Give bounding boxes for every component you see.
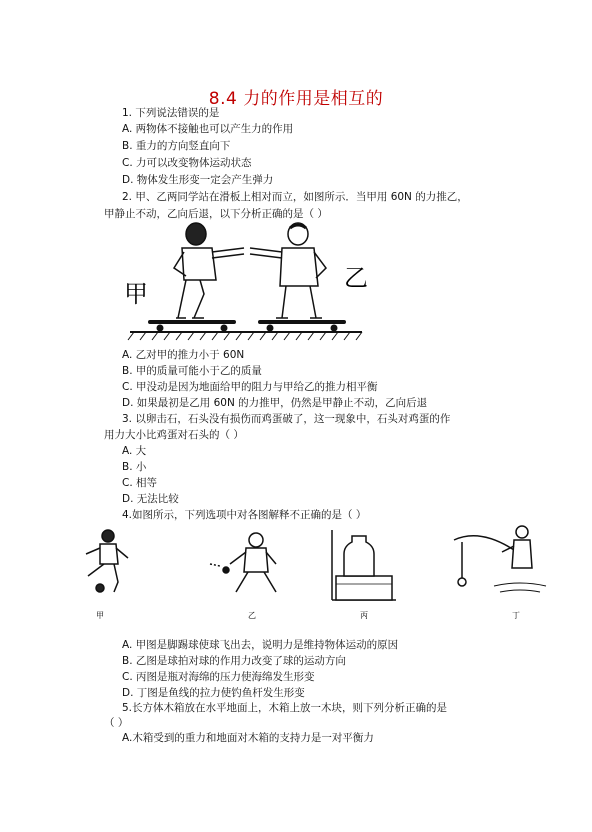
panel-yi-racket xyxy=(210,533,276,592)
q3-stem-line1: 3. 以卵击石，石头没有损伤而鸡蛋破了，这一现象中，石头对鸡蛋的作 xyxy=(122,413,451,425)
panel-jia-kick xyxy=(86,530,128,592)
skateboard-left xyxy=(148,320,236,332)
q1-option-c: C. 力可以改变物体运动状态 xyxy=(122,157,252,169)
panel-label-jia: 甲 xyxy=(96,611,104,620)
q2-option-b: B. 甲的质量可能小于乙的质量 xyxy=(122,365,262,377)
q4-option-d: D. 丁图是鱼线的拉力使钓鱼杆发生形变 xyxy=(122,687,305,699)
q4-option-b: B. 乙图是球拍对球的作用力改变了球的运动方向 xyxy=(122,655,346,667)
q2-stem-line1: 2. 甲、乙两同学站在滑板上相对而立，如图所示．当甲用 60N 的力推乙， xyxy=(122,191,468,203)
q2-option-a: A. 乙对甲的推力小于 60N xyxy=(122,349,245,361)
person-jia xyxy=(174,223,244,318)
q4-option-a: A. 甲图是脚踢球使球飞出去，说明力是维持物体运动的原因 xyxy=(122,639,399,651)
q5-stem-line1: 5.长方体木箱放在水平地面上，木箱上放一木块，则下列分析正确的是 xyxy=(122,702,448,714)
panel-bing-bottle xyxy=(332,530,396,600)
q5-stem-line2: （ ） xyxy=(104,717,129,729)
figure-label-yi: 乙 xyxy=(344,264,368,292)
q3-option-a: A. 大 xyxy=(122,445,147,457)
q4-stem: 4.如图所示，下列选项中对各图解释不正确的是（ ） xyxy=(122,509,367,521)
q3-option-b: B. 小 xyxy=(122,461,147,473)
skateboard-figure xyxy=(120,222,380,344)
q2-stem-line2: 甲静止不动，乙向后退，以下分析正确的是（ ） xyxy=(104,208,328,220)
q1-option-b: B. 重力的方向竖直向下 xyxy=(122,140,231,152)
q4-option-c: C. 丙图是瓶对海绵的压力使海绵发生形变 xyxy=(122,671,315,683)
q3-option-c: C. 相等 xyxy=(122,477,158,489)
skateboard-right xyxy=(258,320,346,332)
figure-label-jia: 甲 xyxy=(124,280,148,308)
q2-option-c: C. 甲没动是因为地面给甲的阻力与甲给乙的推力相平衡 xyxy=(122,381,378,393)
q1-stem: 1. 下列说法错误的是 xyxy=(122,107,220,119)
panel-label-yi: 乙 xyxy=(248,611,256,620)
q1-option-d: D. 物体发生形变一定会产生弹力 xyxy=(122,174,274,186)
q3-option-d: D. 无法比较 xyxy=(122,493,179,505)
q5-option-a: A.木箱受到的重力和地面对木箱的支持力是一对平衡力 xyxy=(122,732,374,744)
ground-hatching xyxy=(128,332,362,340)
four-panel-figure xyxy=(70,520,560,630)
q2-option-d: D. 如果最初是乙用 60N 的力推甲，仍然是甲静止不动，乙向后退 xyxy=(122,397,428,409)
q3-stem-line2: 用力大小比鸡蛋对石头的（ ） xyxy=(104,429,244,441)
panel-ding-fishing xyxy=(454,526,546,592)
page-title: 8.4 力的作用是相互的 xyxy=(208,89,384,109)
person-yi xyxy=(250,223,326,318)
panel-label-bing: 丙 xyxy=(360,611,368,620)
q1-option-a: A. 两物体不接触也可以产生力的作用 xyxy=(122,123,294,135)
panel-label-ding: 丁 xyxy=(512,611,520,620)
